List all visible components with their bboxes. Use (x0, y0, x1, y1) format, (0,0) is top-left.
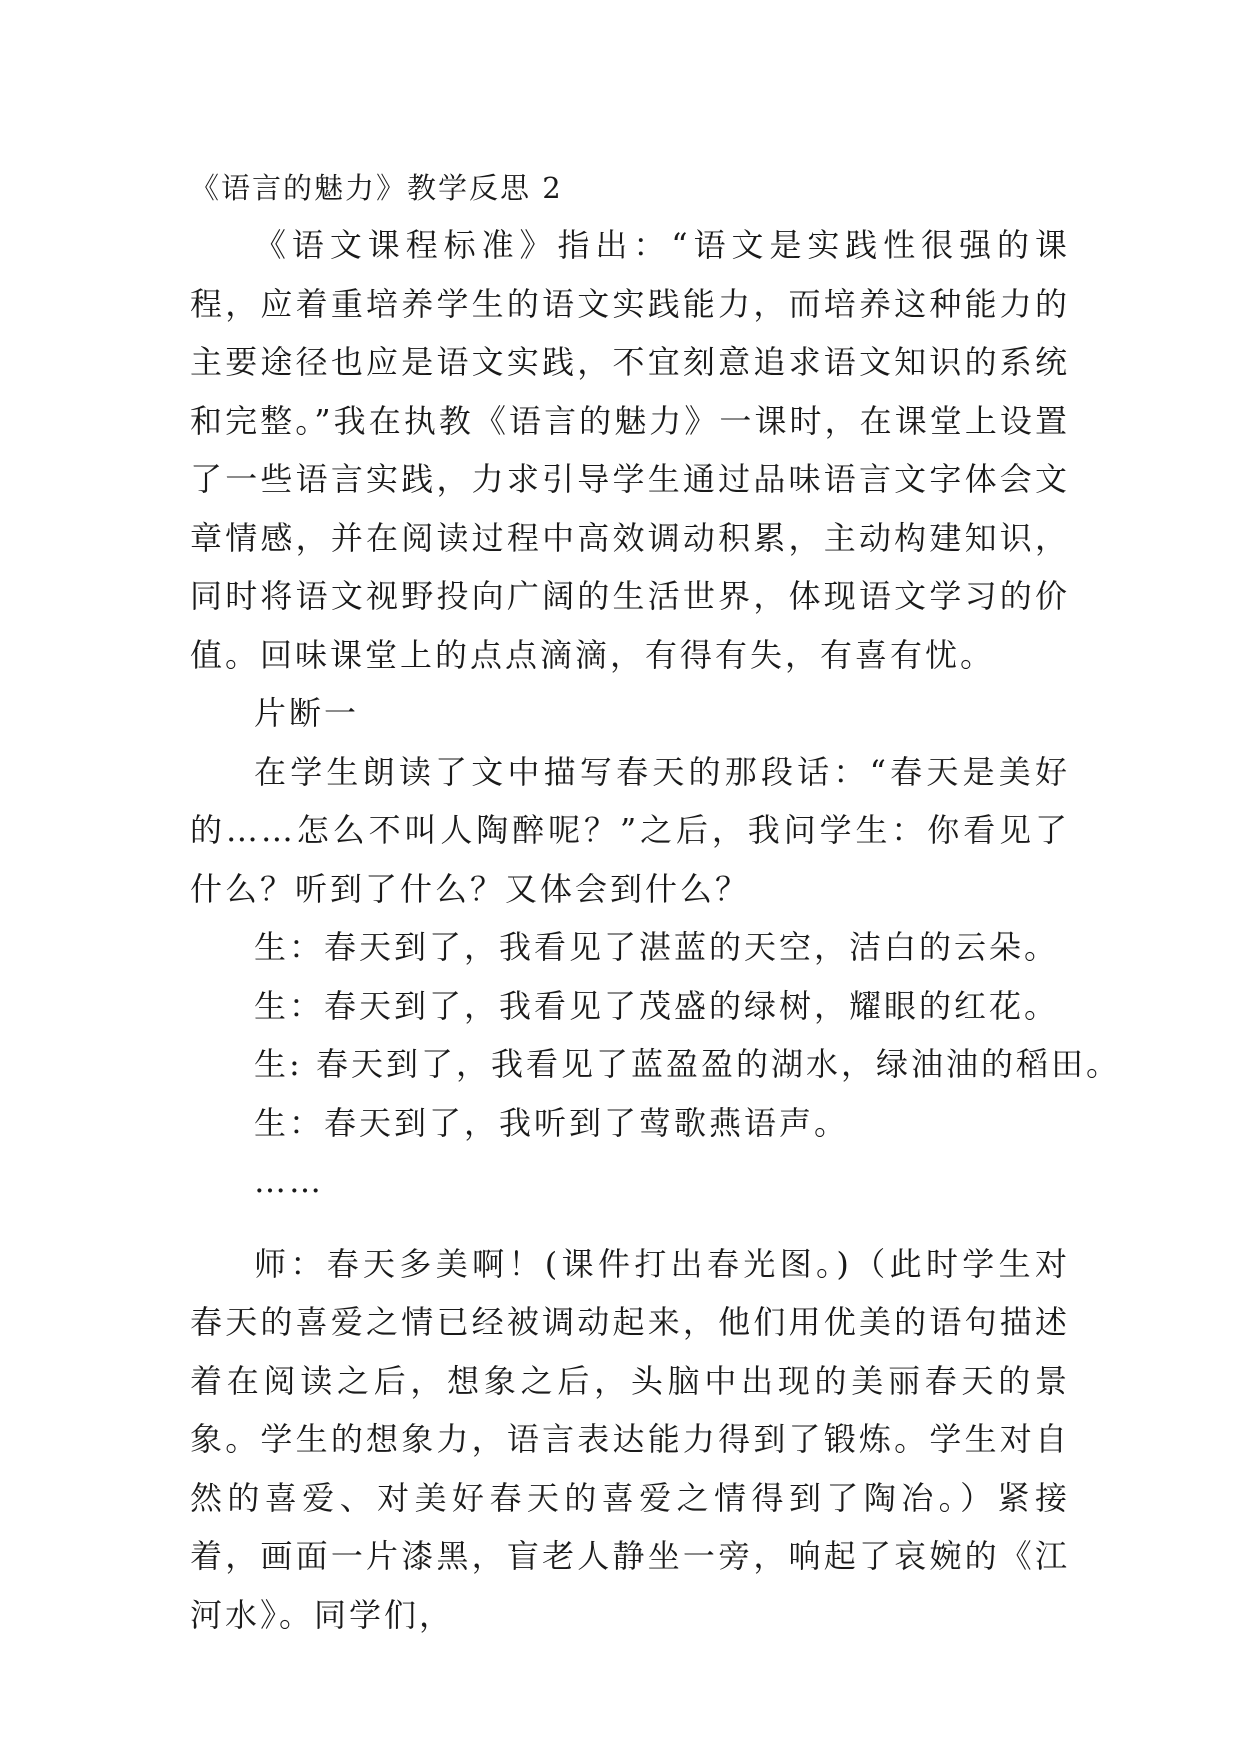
document-page (190, 160, 1121, 1644)
intro-paragraph: 《语文课程标准》指出：“语文是实践性很强的课程，应着重培养学生的语文实践能力，而培养这种能力的主要途径也应是语文实践，不宜刻意追求语文知识的系统和完整。”我在执教《语言的魅力》一课时，在课堂上设置了一些语言实践，力求引导学生通过品味语言文字体会文章情感，并在阅读过程中高效调动积累，主动构建知识，同时将语文视野投向广阔的生活世界，体现语文学习的价值。回味课堂上的点点滴滴，有得有失，有喜有忧。 (190, 226, 1070, 674)
teacher-paragraph: 师：春天多美啊！(课件打出春光图。)（此时学生对春天的喜爱之情已经被调动起来，他们用优美的语句描述着在阅读之后，想象之后，头脑中出现的美丽春天的景象。学生的想象力，语言表达能力得到了锻炼。学生对自然的喜爱、对美好春天的喜爱之情得到了陶冶。）紧接着，画面一片漆黑，盲老人静坐一旁，响起了哀婉的《江河水》。同学们， (190, 1244, 1070, 1634)
paragraph-gap (190, 1211, 1070, 1235)
student-line: 生：春天到了，我听到了莺歌燕语声。 (254, 1103, 850, 1142)
section-heading: 片断一 (254, 694, 360, 732)
student-line: 生：春天到了，我看见了湛蓝的天空，洁白的云朵。 (254, 928, 1060, 966)
student-line: 生: 春天到了，我看见了蓝盈盈的湖水，绿油油的稻田。 (254, 1045, 1121, 1083)
ellipsis-line: …… (254, 1162, 324, 1200)
reading-paragraph: 在学生朗读了文中描写春天的那段话：“春天是美好的……怎么不叫人陶醉呢？”之后，我问学生：你看见了什么？听到了什么？又体会到什么？ (190, 752, 1070, 908)
document-title: 《语言的魅力》教学反思 2 (190, 171, 563, 205)
student-line: 生：春天到了，我看见了茂盛的绿树，耀眼的红花。 (254, 986, 1060, 1025)
